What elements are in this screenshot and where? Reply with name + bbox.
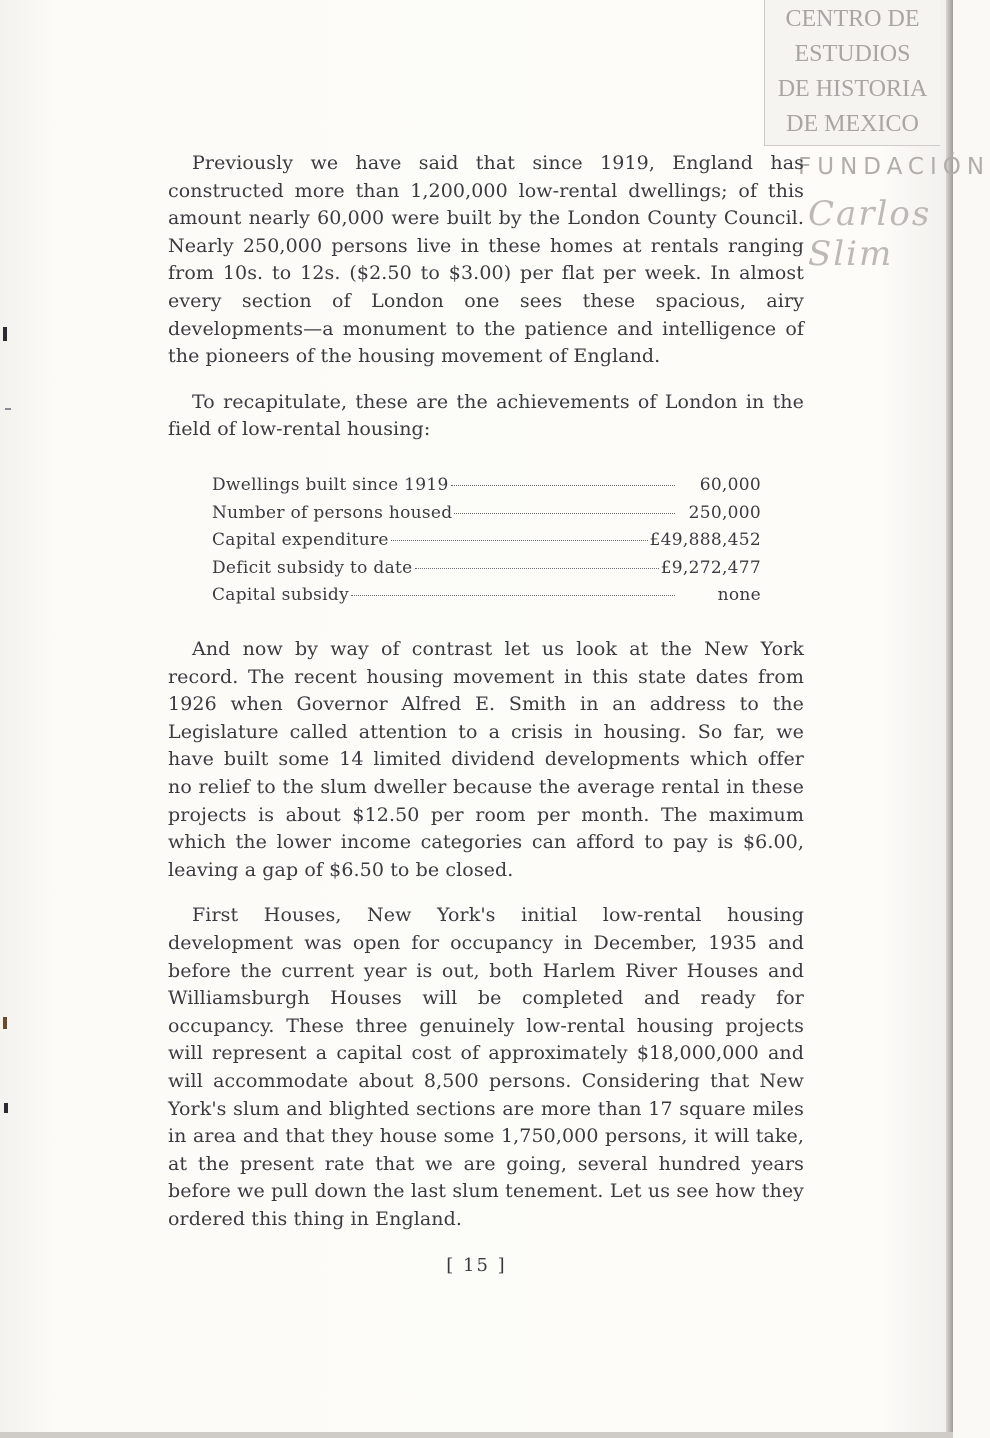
row-label: Number of persons housed bbox=[212, 502, 453, 523]
archive-stamp bbox=[764, 0, 940, 146]
page-number: [ 15 ] bbox=[446, 1255, 507, 1276]
table-row bbox=[212, 555, 761, 583]
stamp-line: CENTRO DE bbox=[785, 6, 920, 32]
stamp-line: DE HISTORIA bbox=[777, 76, 928, 102]
achievements-table bbox=[212, 472, 761, 610]
body-text bbox=[168, 150, 804, 444]
margin-mark bbox=[4, 1103, 8, 1113]
leader-dots bbox=[391, 540, 648, 541]
margin-mark bbox=[3, 327, 7, 341]
table-row bbox=[212, 582, 761, 610]
paragraph-1: Previously we have said that since 1919, England has constructed more than 1,200,000 low-rental dwellings; of this amount nearly 60,000 were built by the London County Council. Nearly 250,000 persons live in these homes at rentals ranging from 10s. to 12s. ($2.50 to $3.00) per flat per week. In almost every section of London one sees these spacious, airy developments—a monument to the patience and intelligence of the pioneers of the housing movement of England. bbox=[168, 152, 804, 368]
foundation-watermark: FUNDACIÓN bbox=[798, 154, 990, 180]
table-row bbox=[212, 472, 761, 500]
row-value: 250,000 bbox=[688, 502, 761, 523]
paragraph-3: And now by way of contrast let us look at the New York record. The recent housing movement in this state dates from 1926 when Governor Alfred E. Smith in an address to the Legislature called attention to a crisis in housing. So far, we have built some 14 limited dividend developments which offer no relief to the slum dweller because the average rental in these projects is about $12.50 per room per month. The maximum which the lower income categories can afford to pay is $6.00, leaving a gap of $6.50 to be closed. bbox=[168, 638, 804, 881]
row-label: Capital subsidy bbox=[212, 585, 349, 606]
margin-mark bbox=[3, 1017, 7, 1029]
margin-mark bbox=[5, 408, 11, 410]
paragraph-2: To recapitulate, these are the achievements of London in the field of low-rental housing: bbox=[168, 390, 804, 441]
leader-dots bbox=[451, 485, 675, 486]
row-value: £9,272,477 bbox=[660, 557, 761, 578]
table-row bbox=[212, 527, 761, 555]
paragraph-4: First Houses, New York's initial low-rental housing development was open for occupancy in December, 1935 and before the current year is out, both Harlem River Houses and Williamsburgh Houses will be completed and ready for occupancy. These three genuinely low-rental housing projects will represent a capital cost of approximately $18,000,000 and will accommodate about 8,500 persons. Considering that New York's slum and blighted sections are more than 17 square miles in area and that they house some 1,750,000 persons, it will take, at the present rate that we are going, several hundred years before we pull down the last slum tenement. Let us see how they ordered this thing in England. bbox=[168, 904, 804, 1230]
leader-dots bbox=[415, 568, 659, 569]
row-value: £49,888,452 bbox=[649, 530, 761, 551]
page-bottom-edge bbox=[0, 1432, 953, 1438]
row-label: Deficit subsidy to date bbox=[212, 557, 413, 578]
leader-dots bbox=[454, 513, 675, 514]
row-value: 60,000 bbox=[699, 475, 761, 495]
leader-dots bbox=[351, 595, 675, 596]
stamp-line: DE MEXICO bbox=[786, 111, 919, 137]
stamp-line: ESTUDIOS bbox=[794, 41, 911, 67]
signature-watermark: Carlos Slim bbox=[808, 194, 932, 274]
table-row bbox=[212, 500, 761, 528]
row-value: none bbox=[717, 585, 761, 606]
row-label: Dwellings built since 1919 bbox=[212, 475, 449, 495]
body-text-continued bbox=[168, 636, 804, 1233]
row-label: Capital expenditure bbox=[212, 530, 389, 551]
